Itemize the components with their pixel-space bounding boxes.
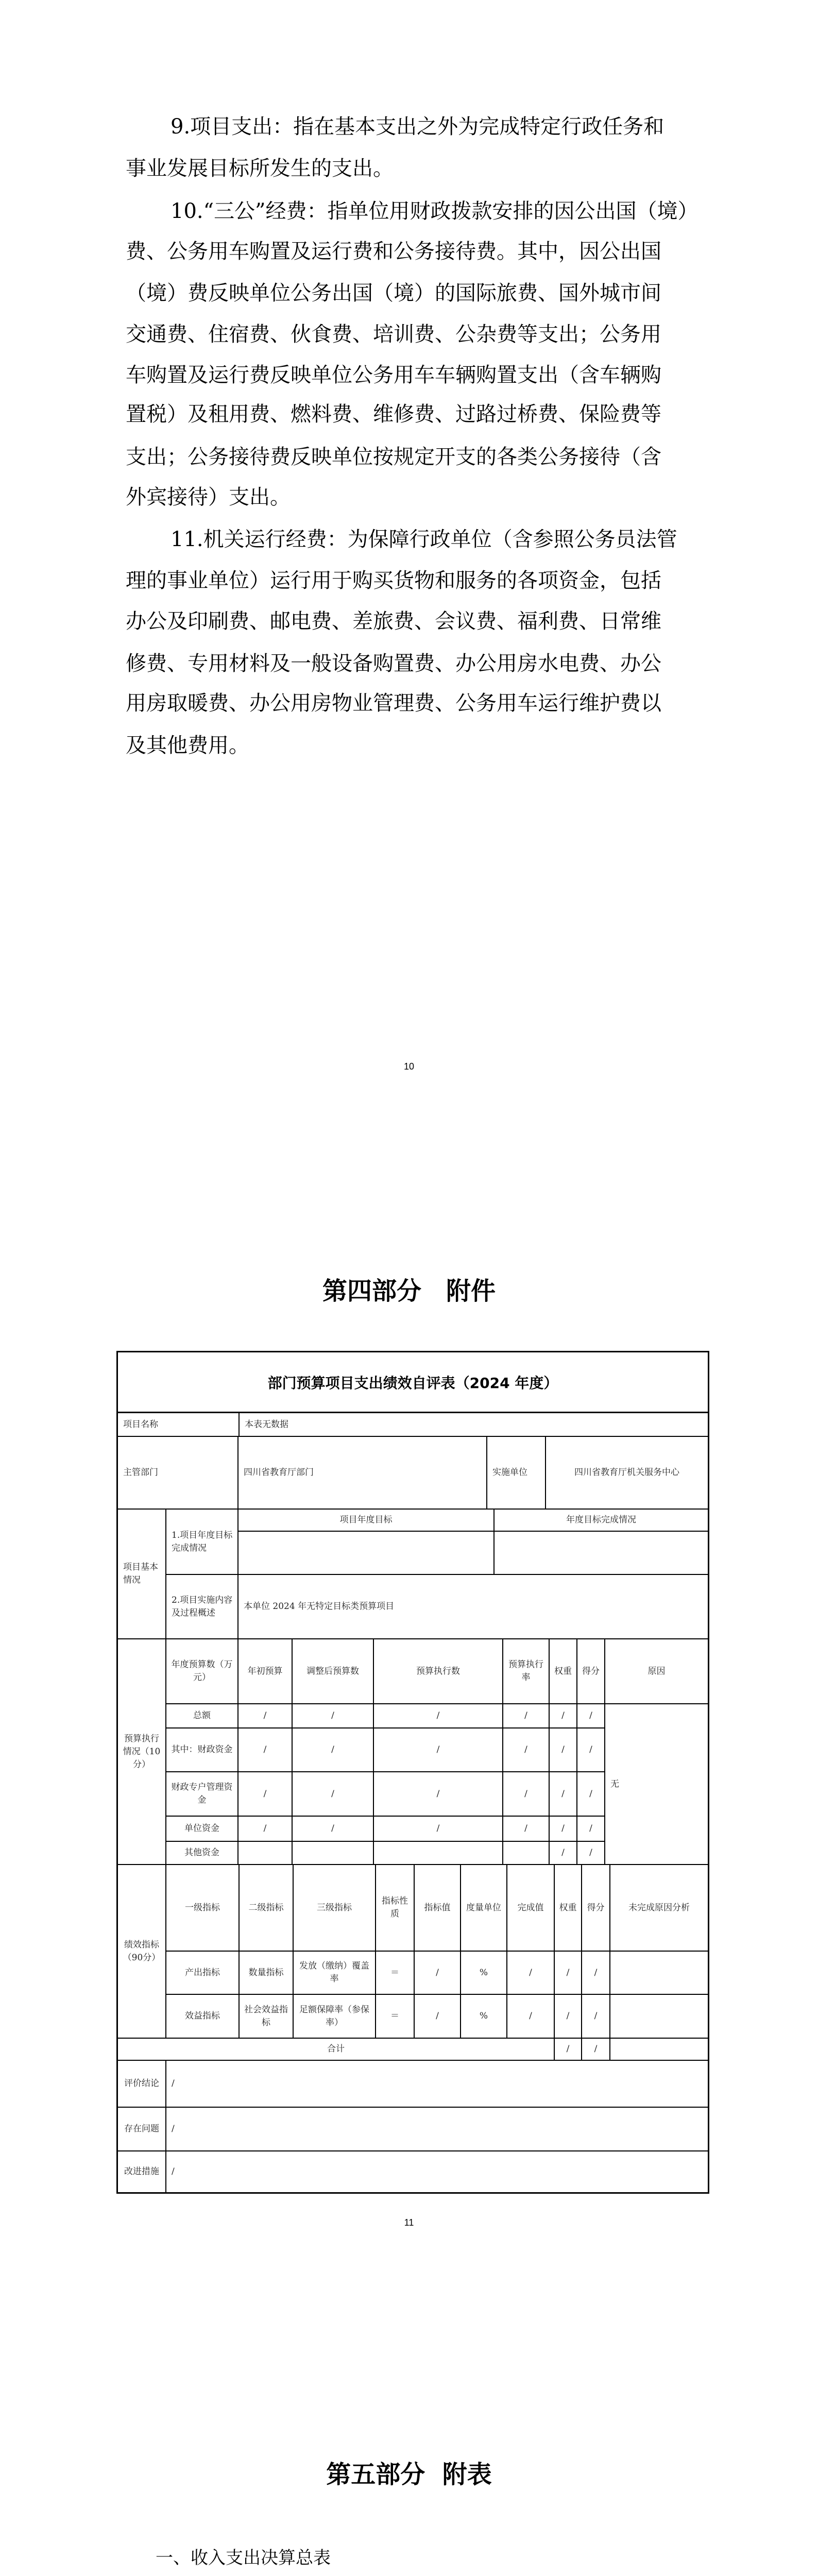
- budget-cell-executed: /: [374, 1704, 503, 1728]
- perf-header: 二级指标: [240, 1865, 294, 1952]
- paragraph-10-line: 置税）及租用费、燃料费、维修费、过路过桥费、保险费等: [126, 402, 661, 426]
- budget-cell-weight: /: [550, 1772, 577, 1817]
- perf-cell-score: /: [582, 1952, 610, 1995]
- measures-label: 改进措施: [118, 2151, 166, 2192]
- budget-cell-executed: /: [374, 1728, 503, 1772]
- budget-cell-score: /: [577, 1817, 605, 1842]
- perf-header: 权重: [555, 1865, 582, 1952]
- paragraph-10-line: 10.“三公”经费：指单位用财政拨款安排的因公出国（境）: [171, 199, 698, 223]
- paragraph-9-line: 9.项目支出：指在基本支出之外为完成特定行政任务和: [171, 115, 664, 139]
- perf-section-label: 绩效指标（90分）: [118, 1865, 166, 2039]
- budget-cell-label: 其中：财政资金: [166, 1728, 238, 1772]
- total-weight: /: [555, 2039, 582, 2061]
- budget-reason: 无: [605, 1704, 708, 1865]
- section-title: 第四部分 附件: [322, 1277, 496, 1306]
- perf-cell-value: /: [415, 1995, 461, 2039]
- paragraph-10-line: 交通费、住宿费、伙食费、培训费、公杂费等支出；公务用: [126, 323, 661, 346]
- budget-cell-score: /: [577, 1842, 605, 1865]
- paragraph-9-line: 事业发展目标所发生的支出。: [126, 157, 394, 180]
- perf-cell-score: /: [582, 1995, 610, 2039]
- table-title: 部门预算项目支出绩效自评表（2024 年度）: [118, 1352, 708, 1413]
- budget-cell-weight: /: [550, 1842, 577, 1865]
- budget-cell-executed: /: [374, 1772, 503, 1817]
- perf-cell-value: /: [415, 1952, 461, 1995]
- dept-value: 四川省教育厅部门: [238, 1437, 487, 1510]
- paragraph-10-line: 车购置及运行费反映单位公务用车车辆购置支出（含车辆购: [126, 363, 661, 387]
- budget-cell-adjusted: /: [293, 1728, 374, 1772]
- budget-cell-weight: /: [550, 1728, 577, 1772]
- budget-cell-initial: /: [238, 1728, 293, 1772]
- perf-cell-reason: [610, 1995, 708, 2039]
- paragraph-11-line: 用房取暖费、办公用房物业管理费、公务用车运行维护费以: [126, 691, 661, 715]
- impl-label: 2.项目实施内容及过程概述: [166, 1575, 238, 1639]
- basic-info-label: 项目基本情况: [118, 1510, 166, 1639]
- budget-header: 权重: [550, 1639, 577, 1704]
- problems-label: 存在问题: [118, 2108, 166, 2151]
- perf-cell-level3: 发放（缴纳）覆盖率: [294, 1952, 376, 1995]
- budget-cell-adjusted: /: [293, 1817, 374, 1842]
- budget-cell-score: /: [577, 1704, 605, 1728]
- perf-header: 一级指标: [166, 1865, 240, 1952]
- conclusion-label: 评价结论: [118, 2061, 166, 2108]
- perf-cell-level1: 效益指标: [166, 1995, 240, 2039]
- perf-cell-nature: ＝: [376, 1995, 415, 2039]
- budget-cell-executed: [374, 1842, 503, 1865]
- budget-cell-label: 单位资金: [166, 1817, 238, 1842]
- paragraph-10-line: 费、公务用车购置及运行费和公务接待费。其中，因公出国: [126, 240, 661, 263]
- goal-label: 1.项目年度目标完成情况: [166, 1510, 238, 1575]
- problems-value: /: [166, 2108, 708, 2151]
- budget-cell-rate: /: [503, 1817, 550, 1842]
- conclusion-value: /: [166, 2061, 708, 2108]
- budget-cell-rate: /: [503, 1772, 550, 1817]
- impl-value: 本单位 2024 年无特定目标类预算项目: [238, 1575, 708, 1639]
- budget-cell-rate: /: [503, 1728, 550, 1772]
- paragraph-10-line: 外宾接待）支出。: [126, 485, 291, 509]
- perf-header: 指标值: [415, 1865, 461, 1952]
- budget-cell-adjusted: /: [293, 1704, 374, 1728]
- budget-cell-initial: /: [238, 1772, 293, 1817]
- annual-goal-value: [238, 1532, 495, 1575]
- paragraph-11-line: 及其他费用。: [126, 734, 249, 757]
- total-label: 合计: [118, 2039, 555, 2061]
- budget-cell-initial: /: [238, 1704, 293, 1728]
- perf-header: 指标性质: [376, 1865, 415, 1952]
- project-name-value: 本表无数据: [240, 1413, 708, 1437]
- goal-completion-header: 年度目标完成情况: [495, 1510, 708, 1532]
- appendix-list-item: 一、收入支出决算总表: [156, 2548, 331, 2568]
- budget-cell-score: /: [577, 1772, 605, 1817]
- perf-cell-nature: ＝: [376, 1952, 415, 1995]
- budget-cell-rate: /: [503, 1704, 550, 1728]
- perf-cell-weight: /: [555, 1952, 582, 1995]
- impl-unit-label: 实施单位: [487, 1437, 546, 1510]
- budget-header: 调整后预算数: [293, 1639, 374, 1704]
- perf-header: 三级指标: [294, 1865, 376, 1952]
- paragraph-11-line: 理的事业单位）运行用于购买货物和服务的各项资金，包括: [126, 569, 661, 592]
- perf-cell-done: /: [507, 1995, 555, 2039]
- page-number: 10: [403, 1061, 415, 1072]
- budget-header: 预算执行率: [503, 1639, 550, 1704]
- perf-cell-done: /: [507, 1952, 555, 1995]
- total-score: /: [582, 2039, 610, 2061]
- page-number: 11: [404, 2217, 414, 2228]
- budget-cell-initial: [238, 1842, 293, 1865]
- perf-cell-level1: 产出指标: [166, 1952, 240, 1995]
- perf-cell-unit: %: [461, 1995, 507, 2039]
- budget-cell-weight: /: [550, 1817, 577, 1842]
- budget-cell-executed: /: [374, 1817, 503, 1842]
- perf-header: 度量单位: [461, 1865, 507, 1952]
- perf-cell-reason: [610, 1952, 708, 1995]
- budget-cell-label: 其他资金: [166, 1842, 238, 1865]
- budget-cell-score: /: [577, 1728, 605, 1772]
- budget-cell-adjusted: [293, 1842, 374, 1865]
- perf-header: 得分: [582, 1865, 610, 1952]
- budget-header: 年初预算: [238, 1639, 293, 1704]
- perf-cell-weight: /: [555, 1995, 582, 2039]
- measures-value: /: [172, 2166, 175, 2177]
- budget-cell-rate: [503, 1842, 550, 1865]
- project-name-label: 项目名称: [118, 1413, 240, 1437]
- annual-goal-header: 项目年度目标: [238, 1510, 495, 1532]
- paragraph-11-line: 办公及印刷费、邮电费、差旅费、会议费、福利费、日常维: [126, 609, 661, 633]
- budget-section-label: 预算执行情况（10分）: [118, 1639, 166, 1865]
- perf-cell-level2: 社会效益指标: [240, 1995, 294, 2039]
- perf-cell-level2: 数量指标: [240, 1952, 294, 1995]
- perf-header: 完成值: [507, 1865, 555, 1952]
- budget-cell-initial: /: [238, 1817, 293, 1842]
- perf-cell-unit: %: [461, 1952, 507, 1995]
- perf-header: 未完成原因分析: [610, 1865, 708, 1952]
- perf-cell-level3: 足额保障率（参保率）: [294, 1995, 376, 2039]
- budget-header: 年度预算数（万元）: [166, 1639, 238, 1704]
- budget-cell-adjusted: /: [293, 1772, 374, 1817]
- paragraph-11-line: 修费、专用材料及一般设备购置费、办公用房水电费、办公: [126, 652, 661, 675]
- section-title: 第五部分 附表: [326, 2460, 492, 2489]
- paragraph-11-line: 11.机关运行经费：为保障行政单位（含参照公务员法管: [171, 528, 677, 551]
- budget-header: 预算执行数: [374, 1639, 503, 1704]
- budget-header: 原因: [605, 1639, 708, 1704]
- budget-header: 得分: [577, 1639, 605, 1704]
- budget-cell-label: 财政专户管理资金: [166, 1772, 238, 1817]
- goal-completion-value: [495, 1532, 708, 1575]
- performance-evaluation-table: [116, 1351, 709, 2194]
- total-reason: [610, 2039, 708, 2061]
- paragraph-10-line: 支出；公务接待费反映单位按规定开支的各类公务接待（含: [126, 445, 661, 469]
- dept-label: 主管部门: [118, 1437, 238, 1510]
- impl-unit-value: 四川省教育厅机关服务中心: [546, 1437, 708, 1510]
- paragraph-10-line: （境）费反映单位公务出国（境）的国际旅费、国外城市间: [126, 281, 661, 305]
- budget-cell-label: 总额: [166, 1704, 238, 1728]
- budget-cell-weight: /: [550, 1704, 577, 1728]
